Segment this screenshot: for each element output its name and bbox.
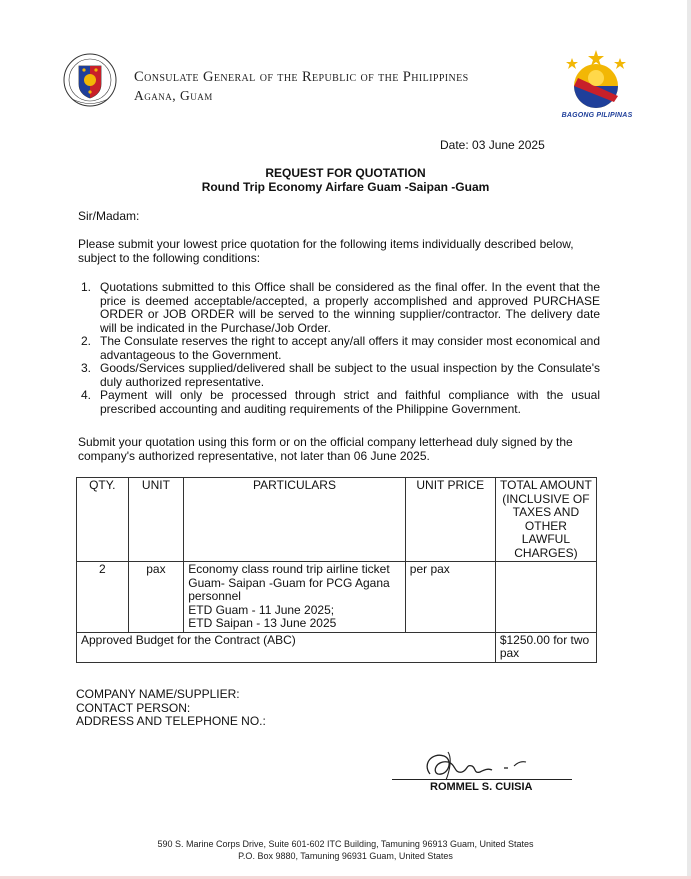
condition-number: 4.	[81, 388, 92, 402]
header-total-amount: TOTAL AMOUNT (INCLUSIVE OF TAXES AND OTHER LAWFUL CHARGES)	[495, 478, 596, 562]
header-unit-price: UNIT PRICE	[405, 478, 495, 562]
condition-item	[78, 335, 600, 362]
footer-street-address: 590 S. Marine Corps Drive, Suite 601-602 ITC Building, Tamuning 96913 Guam, United States	[157, 839, 534, 849]
table-header-row	[77, 478, 597, 562]
cell-unit: pax	[128, 562, 184, 633]
cell-qty: 2	[77, 562, 129, 633]
table-row	[77, 562, 597, 633]
condition-item	[78, 281, 600, 335]
cell-total	[495, 562, 596, 633]
particulars-description: Economy class round trip airline ticket Guam- Saipan -Guam for PCG Agana personnel	[188, 562, 390, 603]
conditions-list	[78, 281, 600, 416]
supplier-section	[76, 688, 266, 729]
bagong-pilipinas-text: BAGONG PILIPINAS	[561, 112, 633, 119]
condition-text: The Consulate reserves the right to accept any/all offers it may consider most economical and advantageous to the Government.	[100, 334, 600, 362]
contact-person-label: CONTACT PERSON:	[76, 700, 191, 715]
abc-value: $1250.00 for two pax	[495, 632, 596, 662]
letterhead-title: Consulate General of the Republic of the Philippines	[134, 69, 469, 85]
signature-line	[392, 779, 572, 780]
document-title: REQUEST FOR QUOTATION	[265, 166, 426, 180]
condition-number: 3.	[81, 361, 92, 375]
abc-label: Approved Budget for the Contract (ABC)	[77, 632, 496, 662]
handwritten-signature	[418, 746, 528, 786]
header-particulars: PARTICULARS	[184, 478, 406, 562]
particulars-etd-saipan: ETD Saipan - 13 June 2025	[188, 616, 337, 630]
header-qty: QTY.	[77, 478, 129, 562]
signatory-name: ROMMEL S. CUISIA	[430, 781, 533, 793]
footer-po-box: P.O. Box 9880, Tamuning 96931 Guam, United States	[238, 851, 453, 861]
header-unit: UNIT	[128, 478, 184, 562]
particulars-etd-guam: ETD Guam - 11 June 2025;	[188, 602, 335, 617]
intro-paragraph: Please submit your lowest price quotation for the following items individually described below, subject to the following conditions:	[78, 237, 574, 265]
cell-particulars	[184, 562, 406, 633]
quotation-table	[76, 477, 597, 663]
philippine-seal-logo	[62, 52, 118, 108]
submission-note: Submit your quotation using this form or on the official company letterhead duly signed by the company's authorized representative, not later than 06 June 2025.	[78, 435, 573, 463]
address-telephone-label: ADDRESS AND TELEPHONE NO.:	[76, 714, 266, 728]
condition-text: Quotations submitted to this Office shall be considered as the final offer. In the event that the price is deemed acceptable/accepted, a properly accomplished and approved PURCHASE ORDER or JOB ORDER will be served to the winning supplier/contractor. The delivery date will be indicated in the Purchase/Job Order.	[100, 280, 600, 335]
letterhead-location: Agana, Guam	[134, 88, 213, 103]
condition-number: 1.	[81, 280, 92, 294]
cell-unit-price: per pax	[405, 562, 495, 633]
document-subtitle: Round Trip Economy Airfare Guam -Saipan -Guam	[201, 180, 490, 194]
condition-number: 2.	[81, 334, 92, 348]
bagong-pilipinas-logo	[560, 48, 632, 112]
condition-text: Goods/Services supplied/delivered shall be subject to the usual inspection by the Consulate's duly authorized representative.	[100, 361, 600, 389]
condition-item	[78, 389, 600, 416]
company-name-label: COMPANY NAME/SUPPLIER:	[76, 687, 240, 701]
abc-row	[77, 632, 597, 662]
condition-item	[78, 362, 600, 389]
document-date: Date: 03 June 2025	[440, 138, 545, 152]
condition-text: Payment will only be processed through strict and faithful compliance with the usual prescribed accounting and auditing requirements of the Philippine Government.	[100, 388, 600, 416]
page-edge-right	[687, 0, 691, 879]
footer-address	[0, 838, 691, 862]
salutation: Sir/Madam:	[78, 209, 140, 223]
